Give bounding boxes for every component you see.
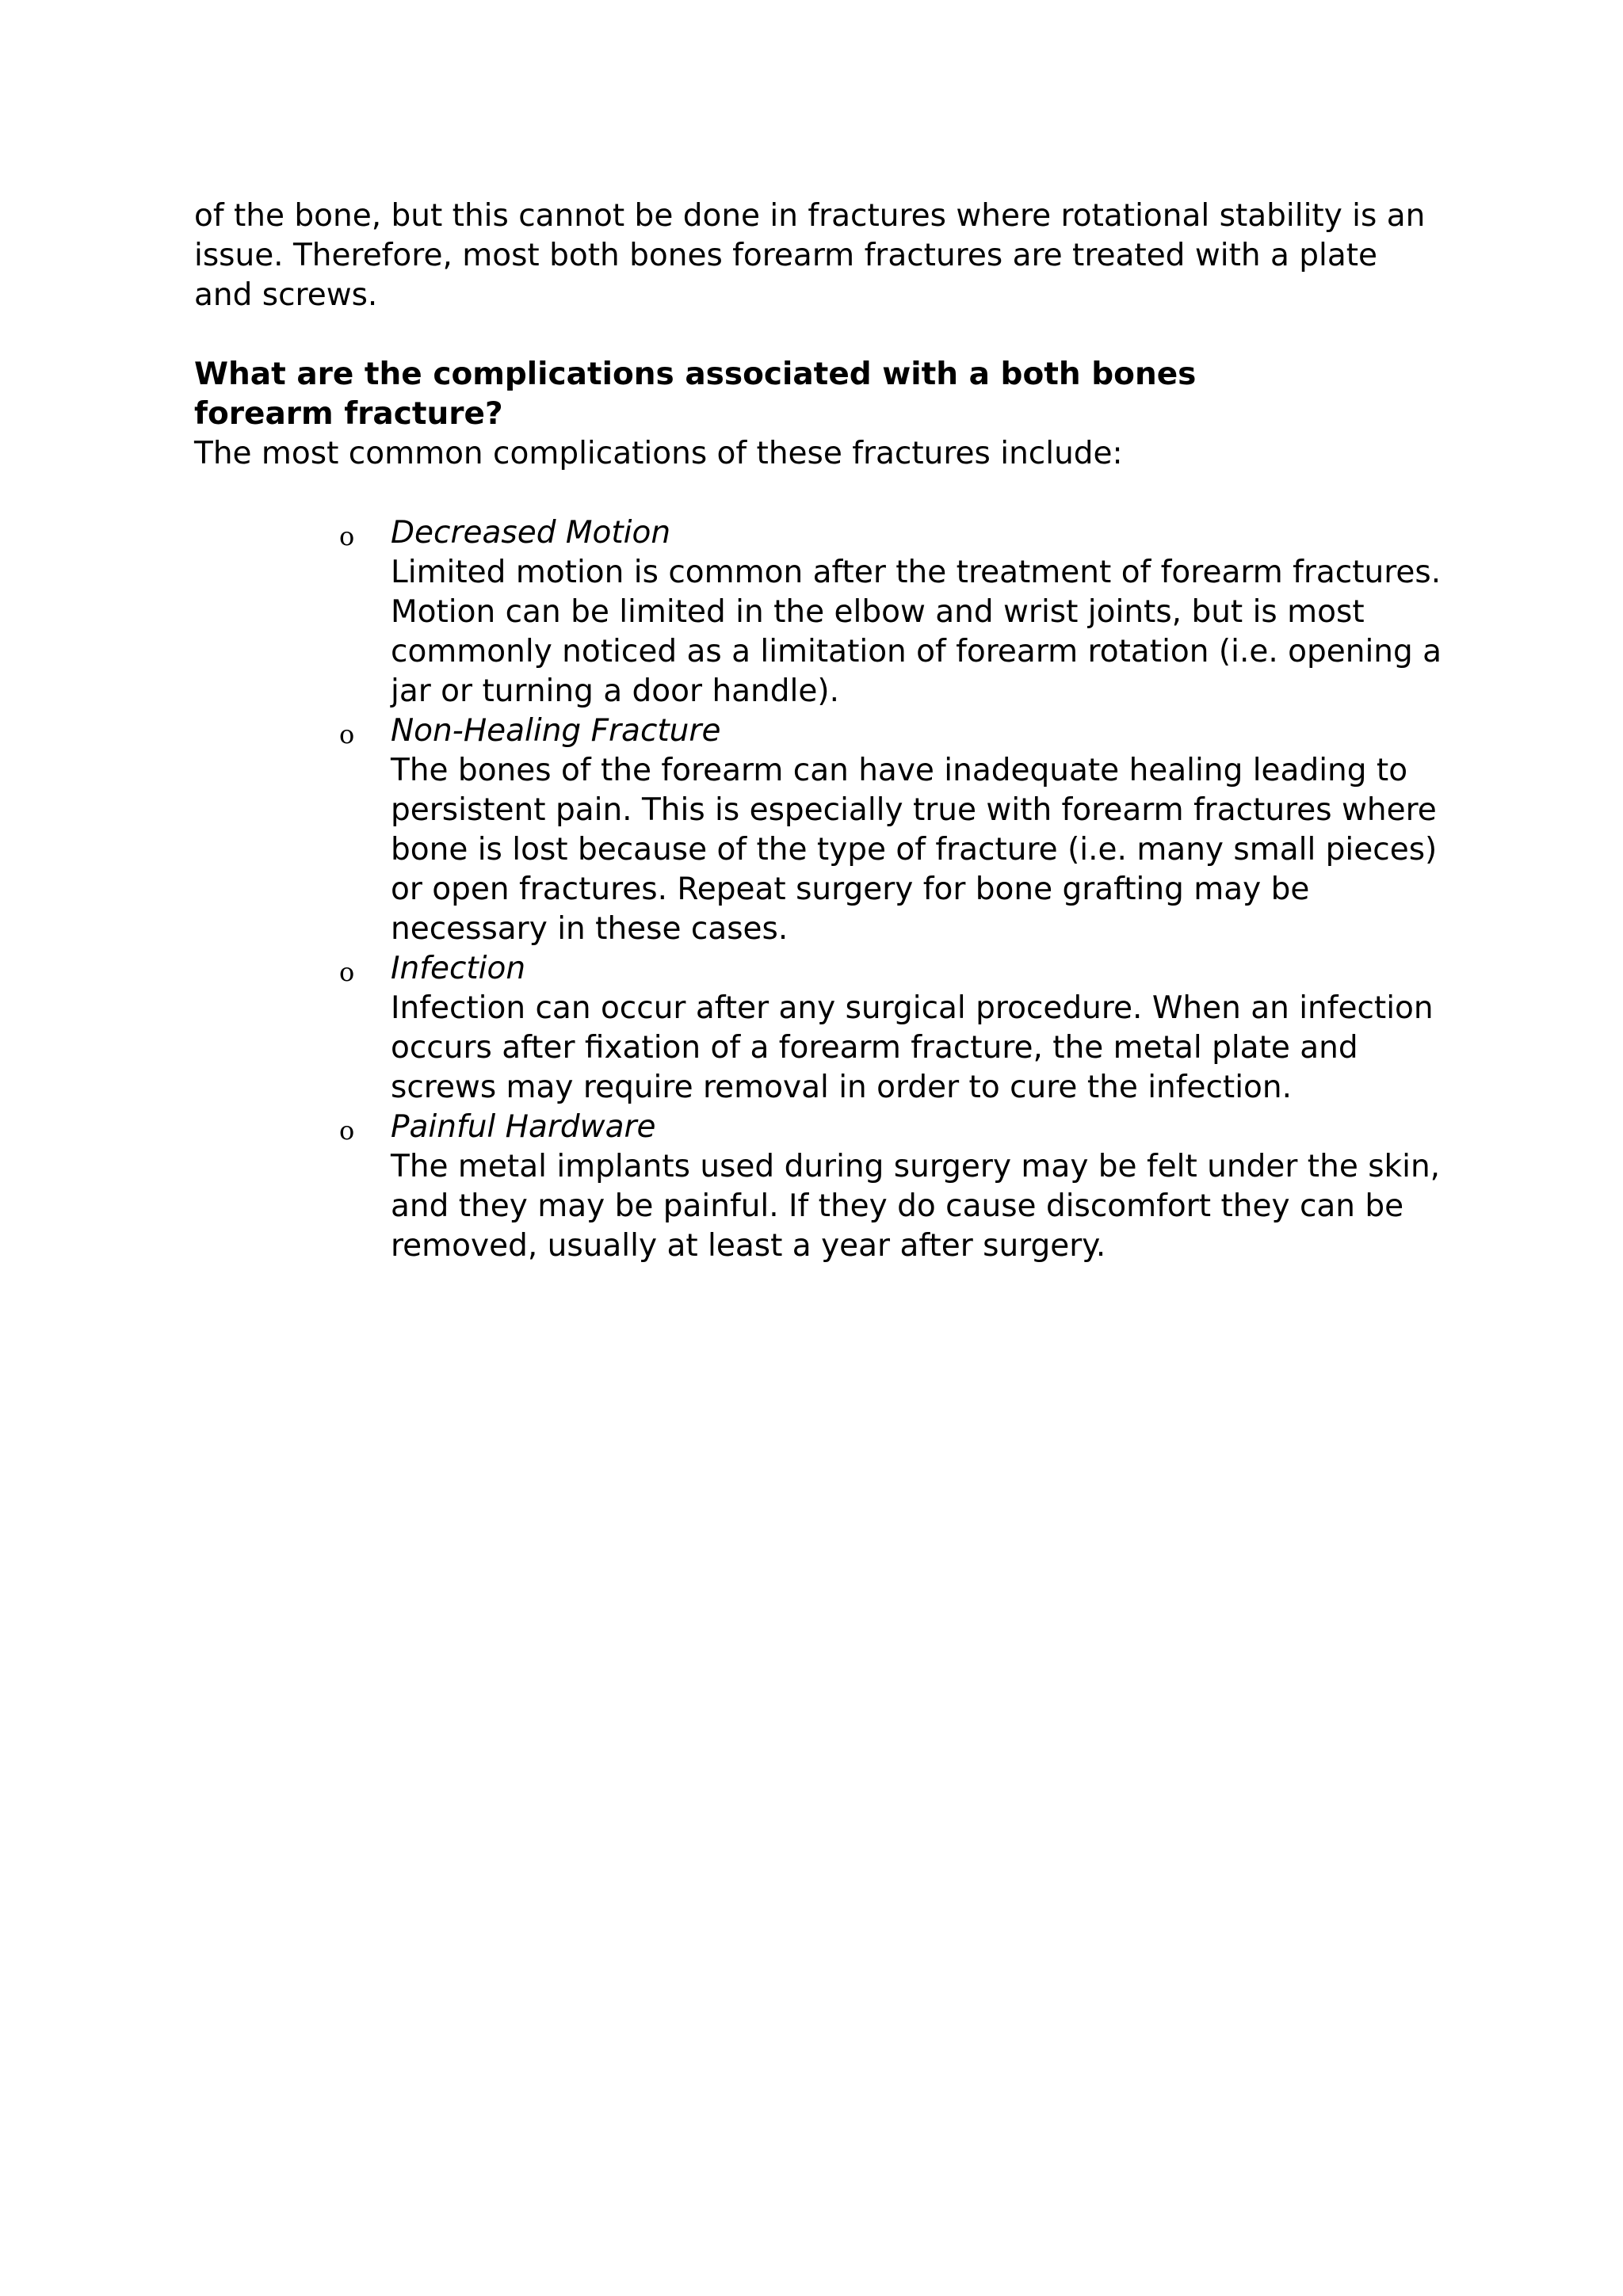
section-heading: What are the complications associated with a both bones forearm fracture? bbox=[194, 357, 1197, 432]
document-content bbox=[194, 196, 1462, 1266]
bullet-icon: o bbox=[339, 957, 355, 987]
item-title-infection: Infection bbox=[391, 951, 526, 986]
bullet-icon: o bbox=[339, 521, 355, 551]
list-item bbox=[194, 513, 1462, 711]
lead-paragraph: The most common complications of these fractures include: bbox=[194, 436, 1123, 471]
bullet-icon: o bbox=[339, 719, 355, 749]
item-title-painful-hardware: Painful Hardware bbox=[391, 1109, 656, 1145]
item-text-painful-hardware: The metal implants used during surgery may be felt under the skin, and they may be painful. If they do cause discomfort they can be removed, usually at least a year after surgery. bbox=[391, 1149, 1441, 1264]
list-item bbox=[194, 949, 1462, 1108]
item-text-non-healing-fracture: The bones of the forearm can have inadequate healing leading to persistent pain. This is especially true with forearm fractures where bone is lost because of the type of fracture (i.e. many small pieces) or open fractures. Repeat surgery for bone grafting may be necessary in these cases. bbox=[391, 753, 1438, 947]
complications-list bbox=[194, 513, 1462, 1266]
item-text-decreased-motion: Limited motion is common after the treatment of forearm fractures. Motion can be limited in the elbow and wrist joints, but is most commonly noticed as a limitation of forearm rotation (i.e. opening a jar or turning a door handle). bbox=[391, 555, 1442, 709]
list-item bbox=[194, 1108, 1462, 1266]
item-text-infection: Infection can occur after any surgical procedure. When an infection occurs after fixation of a forearm fracture, the metal plate and screws may require removal in order to cure the infection. bbox=[391, 990, 1434, 1105]
list-item bbox=[194, 711, 1462, 949]
item-title-non-healing-fracture: Non-Healing Fracture bbox=[391, 713, 721, 749]
item-title-decreased-motion: Decreased Motion bbox=[391, 515, 671, 551]
intro-paragraph: of the bone, but this cannot be done in fractures where rotational stability is an issue. Therefore, most both bones forearm fractures are treated with a plate and screws. bbox=[194, 198, 1426, 313]
bullet-icon: o bbox=[339, 1116, 355, 1146]
